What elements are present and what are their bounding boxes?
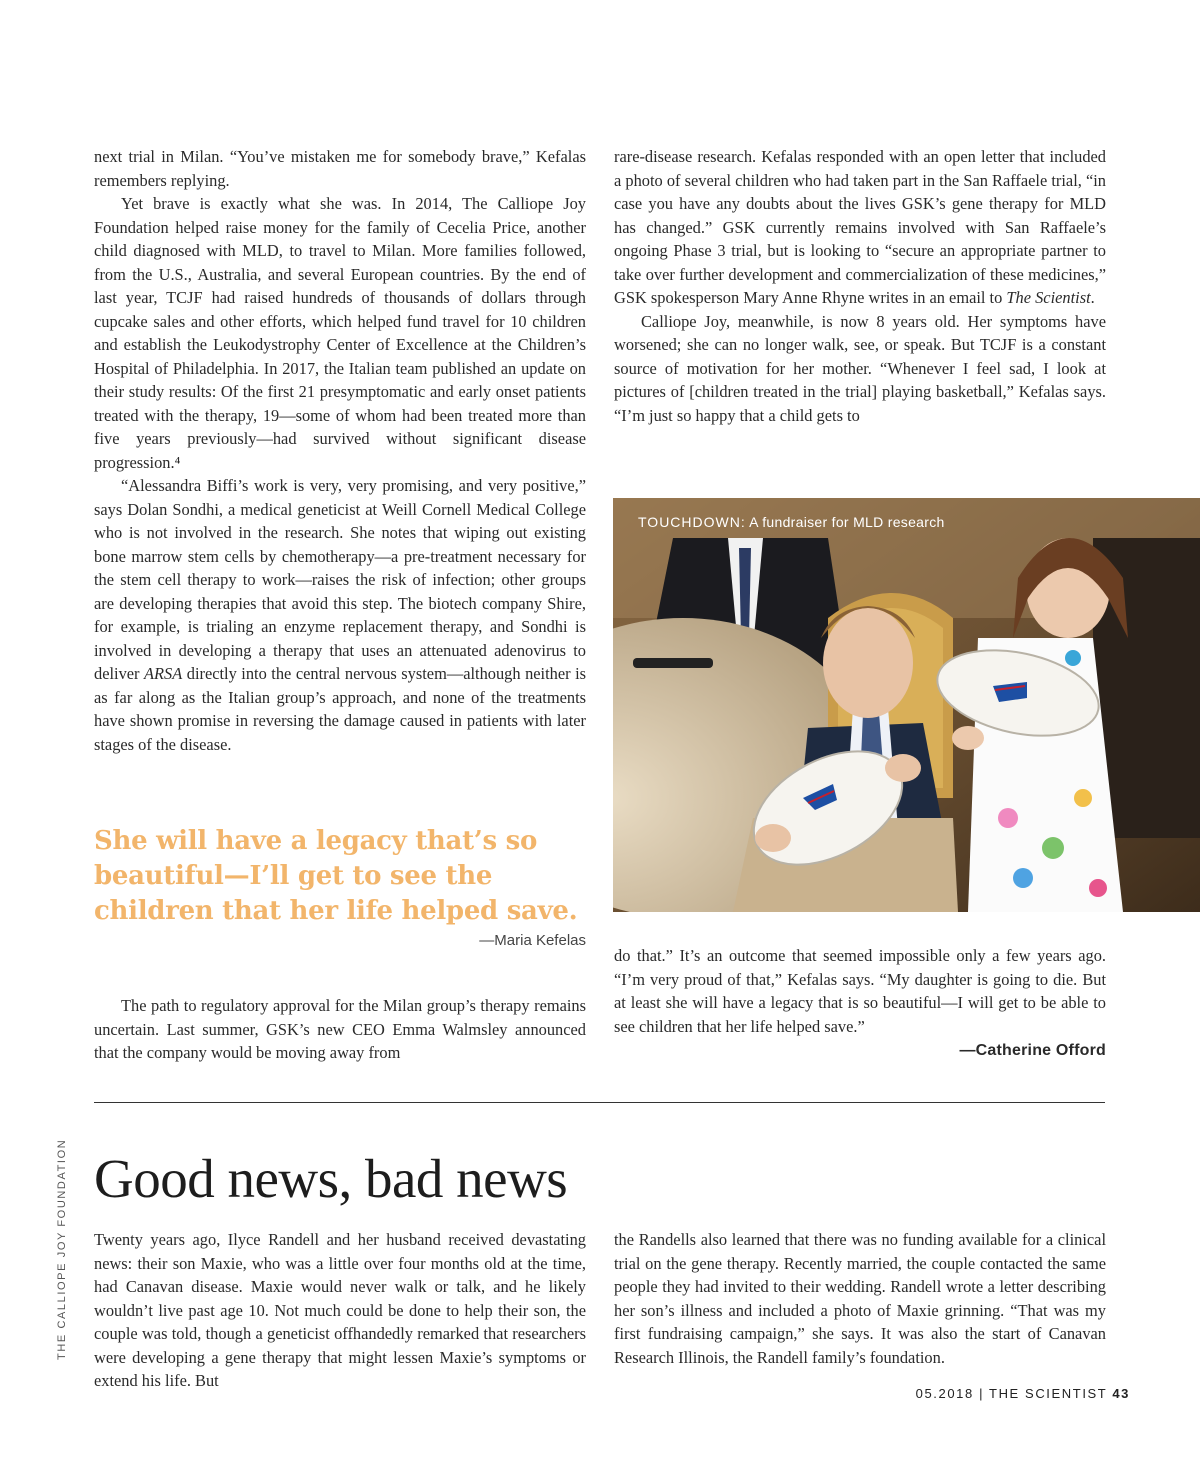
paragraph: The path to regulatory approval for the Milan group’s therapy remains uncertain. Last summer, GSK’s new CEO Emma Walmsley announced that the company would be moving away from (94, 996, 586, 1062)
folio-separator: | (979, 1386, 985, 1401)
article-column-left-top (94, 145, 586, 756)
section-divider (94, 1102, 1105, 1103)
paragraph: Twenty years ago, Ilyce Randell and her husband received devastating news: their son Maxie, who was a little over four months old at the time, had Canavan disease. Maxie would never walk or talk, and he likely wouldn’t live past age 10. Not much could be done to help their son, the couple was told, though a geneticist offhandedly remarked that researchers were developing a gene therapy that might lessen Maxie’s symptoms or extend his life. But (94, 1230, 586, 1390)
gene-name: ARSA (144, 664, 183, 683)
photo-credit: THE CALLIOPE JOY FOUNDATION (56, 1138, 68, 1360)
issue-date: 05.2018 (915, 1386, 974, 1401)
fundraiser-photo (613, 498, 1200, 912)
magazine-name: The Scientist (1006, 288, 1091, 307)
folio (916, 1386, 1130, 1401)
photo-caption (638, 514, 945, 530)
paragraph (94, 474, 586, 756)
paragraph: the Randells also learned that there was no funding available for a clinical trial on the gene therapy. Recently married, the couple contacted the same people they had invited to their wedding. Randell wrote a letter describing her son’s illness and included a photo of Maxie grinning. “That was my first fundraising campaign,” she says. It was also the start of Canavan Research Illinois, the Randell family’s foundation. (614, 1230, 1106, 1367)
paragraph: Calliope Joy, meanwhile, is now 8 years old. Her symptoms have worsened; she can no longer walk, see, or speak. But TCJF is a constant source of motivation for her mother. “Whenever I feel sad, I look at pictures of [children treated in the trial] playing basketball,” Kefalas says. “I’m just so happy that a child gets to (614, 311, 1106, 425)
paragraph: Yet brave is exactly what she was. In 2014, The Calliope Joy Foundation helped raise money for the family of Cecelia Price, another child diagnosed with MLD, to travel to Milan. More families followed, from the U.S., Australia, and several European countries. By the end of last year, TCJF had raised hundreds of thousands of dollars through cupcake sales and other efforts, which helped fund travel for 10 children and establish the Leukodystrophy Center of Excellence at the Children’s Hospital of Philadelphia. In 2017, the Italian team published an update on their study results: Of the first 21 presymptomatic and early onset patients treated with the therapy, 19—some of whom had been treated more than five years previously—had survived without significant disease progression.⁴ (94, 194, 586, 472)
paragraph-text: rare-disease research. Kefalas responded with an open letter that included a photo of several children who had taken part in the San Raffaele trial, “in case you have any doubts about the lives GSK’s gene therapy for MLD has changed.” GSK currently remains involved with San Raffaele’s ongoing Phase 3 trial, but is looking to “secure an appropriate partner to take over further development and commercialization of these medicines,” GSK spokesperson Mary Anne Rhyne writes in an email to (614, 147, 1106, 307)
paragraph-text: “Alessandra Biffi’s work is very, very promising, and very positive,” says Dolan Sondhi, a medical geneticist at Weill Cornell Medical College who is not involved in the research. She notes that wiping out existing bone marrow stem cells by chemotherapy—a pre-treatment necessary for the stem cell therapy to work—raises the risk of infection; other groups are developing therapies that avoid this step. The biotech company Shire, for example, is trialing an enzyme replacement therapy, and Sondhi is involved in developing a therapy that uses an attenuated adenovirus to deliver (94, 476, 586, 683)
photo (613, 498, 1200, 912)
paragraph-text: . (1090, 288, 1095, 307)
page-number: 43 (1112, 1386, 1130, 1401)
byline: —Catherine Offord (959, 1042, 1106, 1059)
section-column-left (94, 1228, 586, 1393)
paragraph: do that.” It’s an outcome that seemed impossible only a few years ago. “I’m very proud of that,” Kefalas says. “My daughter is going to die. But at least she will have a legacy that is so beautiful—I will get to be able to see children that her life helped save.” (614, 946, 1106, 1036)
paragraph: next trial in Milan. “You’ve mistaken me for somebody brave,” Kefalas remembers replying. (94, 147, 586, 190)
pull-quote: She will have a legacy that’s so beautiful—I’ll get to see the children that her life helped save. (94, 826, 578, 926)
paragraph-text: directly into the central nervous system—although neither is as far along as the Italian group’s approach, and none of the treatments have shown promise in reversing the damage caused in patients with later stages of the disease. (94, 664, 587, 754)
pull-quote-attribution: —Maria Kefelas (479, 932, 586, 949)
magazine-name: THE SCIENTIST (989, 1386, 1108, 1401)
article-column-right-top (614, 145, 1106, 427)
section-column-right (614, 1228, 1106, 1369)
photo-caption-lead: TOUCHDOWN: (638, 514, 746, 530)
article-column-left-bottom (94, 994, 586, 1065)
section-title: Good news, bad news (94, 1148, 568, 1209)
paragraph (614, 145, 1106, 310)
article-column-right-bottom (614, 944, 1106, 1063)
photo-caption-text: A fundraiser for MLD research (745, 514, 945, 530)
